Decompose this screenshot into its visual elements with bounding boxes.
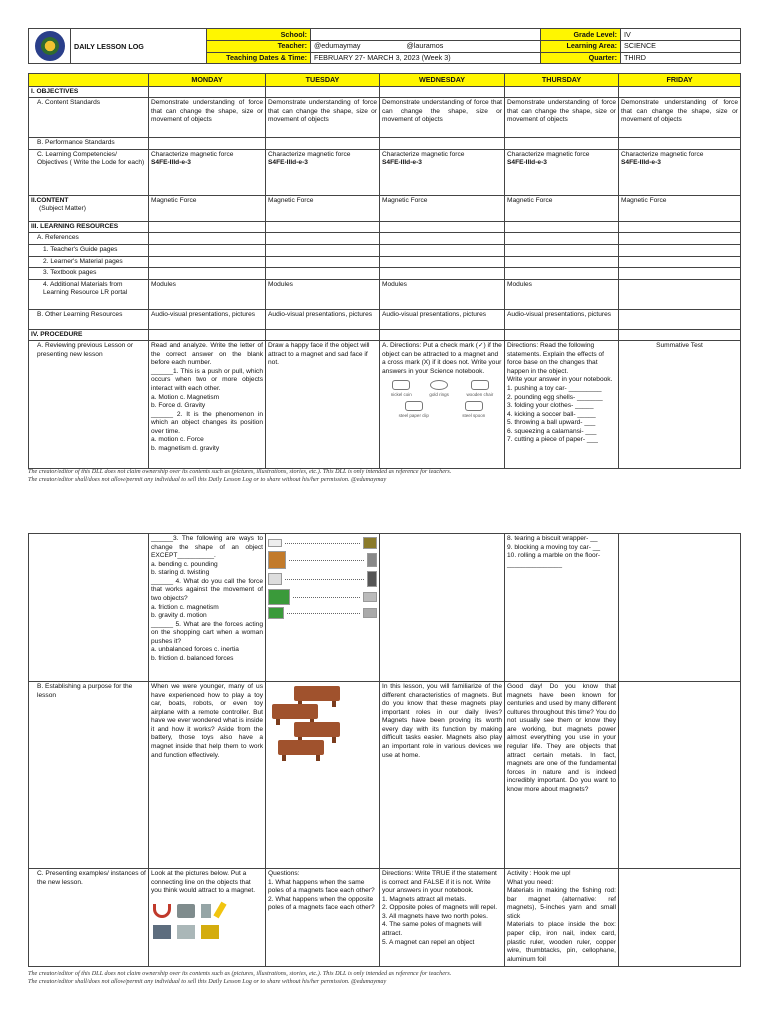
review-thu: Directions: Read the following statements. Explain the effects of force base on the changes that happen in the object. Write your answer in your notebook. 1. pushing a toy car- _________ 2. pounding egg shells- _______ 3. folding your clothes- _____ 4. kicking a soccer ball- _____ 5. throwing a ball upward- ___ 6. squeezing a calamansi- ___ 7. cutting a piece of paper- ___ xyxy=(505,341,619,469)
competency-thu: Characterize magnetic force S4FE-IIId-e-3 xyxy=(505,149,619,195)
subject-thu: Magnetic Force xyxy=(505,195,619,221)
teacher-b: @lauramos xyxy=(406,41,444,51)
day-friday: FRIDAY xyxy=(619,74,741,86)
paper-clip-icon xyxy=(405,401,423,411)
review-tue: Draw a happy face if the object will attract to a magnet and sad face if not. xyxy=(266,341,380,469)
content-standard-tue: Demonstrate understanding of force that can change the shape, size or movement of objects xyxy=(266,98,380,138)
objectives-label: I. OBJECTIVES xyxy=(29,86,149,98)
gold-rings-item: gold rings xyxy=(429,380,449,398)
av-thu: Audio-visual presentations, pictures xyxy=(505,309,619,329)
horseshoe-magnet-icon xyxy=(153,904,171,918)
purpose-mon: When we were younger, many of us have experienced how to play a toy car, boats, robots, or even toy airplane with a remote controller. But have we ever wondered what is inside it and how it works? Aside from the battery, those toys also have a magnet inside that help them to work and function effectively. xyxy=(149,682,266,869)
corner-cell xyxy=(29,74,149,86)
content-label: II.CONTENT (Subject Matter) xyxy=(29,195,149,221)
content-standard-thu: Demonstrate understanding of force that can change the shape, size or movement of objects xyxy=(505,98,619,138)
school-label: School: xyxy=(207,29,311,41)
object-icon xyxy=(367,553,377,567)
competencies-label: C. Learning Competencies/ Objectives ( Write the Lode for each) xyxy=(29,149,149,195)
procedure-label: IV. PROCEDURE xyxy=(29,329,149,341)
review-wed: A. Directions: Put a check mark (✓) if the object can be attracted to a magnet and a cross mark (X) if it does not. Write your answers in your Science notebook. nickel coin gold rings wooden chair steel paper clip steel spoon xyxy=(380,341,505,469)
purpose-fri xyxy=(619,682,741,869)
reviewing-label: A. Reviewing previous Lesson or presenting new lesson xyxy=(29,341,149,469)
sock-icon xyxy=(201,904,211,918)
deped-seal-icon xyxy=(35,31,65,61)
object-icon xyxy=(268,589,290,605)
content-standard-fri: Demonstrate understanding of force that can change the shape, size or movement of objects xyxy=(619,98,741,138)
teacher-a: @edumaymay xyxy=(314,41,361,51)
content-standard-wed: Demonstrate understanding of force that can change the shape, size or movement of objects xyxy=(380,98,505,138)
purpose-tue-worksheet xyxy=(266,682,380,869)
reviewing-cont-label xyxy=(29,534,149,682)
content-standard-mon: Demonstrate understanding of force that can change the shape, size or movement of objects xyxy=(149,98,266,138)
present-wed: Directions: Write TRUE if the statement is correct and FALSE if it is not. Write your answers in your notebook. 1. Magnets attract all metals. 2. Opposite poles of magnets will repel. 3. All magnets have two north poles. 4. The same poles of magnets will attract. 5. A magnet can repel an object xyxy=(380,869,505,967)
quarter-label: Quarter: xyxy=(541,52,621,64)
present-tue: Questions: 1. What happens when the same poles of a magnets face each other? 2. What happens when the opposite poles of a magnets face each other? xyxy=(266,869,380,967)
av-mon: Audio-visual presentations, pictures xyxy=(149,309,266,329)
deped-seal xyxy=(29,29,71,64)
other-resources-label: B. Other Learning Resources xyxy=(29,309,149,329)
present-thu: Activity : Hook me up! What you need: Materials in making the fishing rod: bar magnet (alternative: ref magnets), 5-inches yarn and small stick Materials to place inside the box: paper clip, iron nail, index card, plastic ruler, wooden ruler, copper wire, thumbtacks, pin, cellophane, aluminum foil xyxy=(505,869,619,967)
subject-tue: Magnetic Force xyxy=(266,195,380,221)
quarter-value: THIRD xyxy=(621,52,741,64)
av-wed: Audio-visual presentations, pictures xyxy=(380,309,505,329)
table-icon xyxy=(272,704,318,719)
review-fri: Summative Test xyxy=(619,341,741,469)
teacher-label: Teacher: xyxy=(207,40,311,52)
screw-icon xyxy=(201,925,219,939)
area-label: Learning Area: xyxy=(541,40,621,52)
review-wed-cont xyxy=(380,534,505,682)
purpose-wed: In this lesson, you will familiarize of the different characteristics of magnets. But do you know that these magnets play important roles in our daily lives? Magnets have been proving its worth every day with its function by making difficult tasks easier. Magnets also play an important role in various devices we use at home. xyxy=(380,682,505,869)
table-icon xyxy=(278,740,324,755)
subject-mon: Magnetic Force xyxy=(149,195,266,221)
object-icon xyxy=(363,608,377,618)
day-wednesday: WEDNESDAY xyxy=(380,74,505,86)
gloves-icon xyxy=(177,904,195,918)
pencil-icon xyxy=(213,901,226,918)
av-tue: Audio-visual presentations, pictures xyxy=(266,309,380,329)
competency-mon: Characterize magnetic force S4FE-IIId-e-3 xyxy=(149,149,266,195)
object-icon xyxy=(268,539,282,547)
presenting-label: C. Presenting examples/ instances of the new lesson. xyxy=(29,869,149,967)
dates-label: Teaching Dates & Time: xyxy=(207,52,311,64)
object-icon xyxy=(268,607,284,619)
present-fri xyxy=(619,869,741,967)
object-icon xyxy=(363,537,377,549)
review-thu-cont: 8. tearing a biscuit wrapper- __ 9. blocking a moving toy car- __ 10. rolling a marble on the floor- _______________ xyxy=(505,534,619,682)
competency-tue: Characterize magnetic force S4FE-IIId-e-3 xyxy=(266,149,380,195)
competency-fri: Characterize magnetic force S4FE-IIId-e-3 xyxy=(619,149,741,195)
tg-label: 1. Teacher's Guide pages xyxy=(29,244,149,256)
purpose-thu: Good day! Do you know that magnets have been known for centuries and used by many different cultures throughout this time? You do not usually see them or know they are working, but magnets power almost everything you use in your regular life. They are objects that attract certain metals. In fact, magnets are one of the fundamental forces in nature and is indeed incredibly important. Do you want to know more about magnets? xyxy=(505,682,619,869)
footer-line1: The creator/editor of this DLL does not claim ownership over its contents such as (pictures, illustrations, stories, etc.). This DLL is only intended as reference for teachers. xyxy=(28,468,452,475)
textbook-label: 3. Textbook pages xyxy=(29,268,149,280)
subject-fri: Magnetic Force xyxy=(619,195,741,221)
steel-spoon-icon xyxy=(465,401,483,411)
school-value xyxy=(311,29,541,41)
steel-spoon-item: steel spoon xyxy=(462,401,485,419)
modules-tue: Modules xyxy=(266,279,380,309)
lm-label: 2. Learner's Material pages xyxy=(29,256,149,268)
wooden-chair-item: wooden chair xyxy=(466,380,493,398)
nickel-coin-icon xyxy=(392,380,410,390)
lesson-table-page1 xyxy=(28,73,741,469)
page-1 xyxy=(28,28,740,469)
paper-clip-item: steel paper clip xyxy=(399,401,429,419)
document-title: DAILY LESSON LOG xyxy=(71,29,207,64)
day-thursday: THURSDAY xyxy=(505,74,619,86)
object-icon xyxy=(268,573,282,585)
footer-page2 xyxy=(28,970,740,987)
object-icon xyxy=(363,592,377,602)
footer-line1: The creator/editor of this DLL does not claim ownership over its contents such as (pictures, illustrations, stories, etc.). This DLL is only intended as reference for teachers. xyxy=(28,970,452,977)
scissors-icon xyxy=(153,925,171,939)
resources-label: III. LEARNING RESOURCES xyxy=(29,221,149,233)
footer-page1 xyxy=(28,468,740,485)
modules-wed: Modules xyxy=(380,279,505,309)
grade-label: Grade Level: xyxy=(541,29,621,41)
header-table xyxy=(28,28,741,64)
day-monday: MONDAY xyxy=(149,74,266,86)
modules-mon: Modules xyxy=(149,279,266,309)
modules-thu: Modules xyxy=(505,279,619,309)
dates-value: FEBRUARY 27- MARCH 3, 2023 (Week 3) xyxy=(311,52,541,64)
references-label: A. References xyxy=(29,233,149,245)
content-standards-label: A. Content Standards xyxy=(29,98,149,138)
table-icon xyxy=(294,686,340,701)
object-icon xyxy=(268,551,286,569)
review-tue-pictures xyxy=(266,534,380,682)
day-tuesday: TUESDAY xyxy=(266,74,380,86)
nickel-coin-item: nickel coin xyxy=(391,380,412,398)
teacher-value xyxy=(311,40,541,52)
establishing-label: B. Establishing a purpose for the lesson xyxy=(29,682,149,869)
footer-line2: The creator/editor shall/does not allow/permit any individual to sell this Daily Lesson Log or to share without his/her permission. @edumaymay xyxy=(28,978,387,986)
review-mon-cont: ______3. The following are ways to change the shape of an object EXCEPT__________. a. bending c. pounding b. staring d. twisting ______ 4. What do you call the force that works against the movement of two objects? a. friction c. magnetism b. gravity d. motion ______ 5. What are the forces acting on the shopping cart when a woman pushes it? a. unbalanced forces c. inertia b. friction d. balanced forces xyxy=(149,534,266,682)
object-icon xyxy=(367,571,377,587)
area-value: SCIENCE xyxy=(621,40,741,52)
footer-line2: The creator/editor shall/does not allow/permit any individual to sell this Daily Lesson Log or to share without his/her permission. @edumaymay xyxy=(28,476,387,484)
review-fri-cont xyxy=(619,534,741,682)
competency-wed: Characterize magnetic force S4FE-IIId-e-3 xyxy=(380,149,505,195)
present-mon: Look at the pictures below. Put a connecting line on the objects that you think would attract to a magnet. xyxy=(149,869,266,967)
grade-value: IV xyxy=(621,29,741,41)
gold-rings-icon xyxy=(430,380,448,390)
table-icon xyxy=(294,722,340,737)
review-mon: Read and analyze. Write the letter of the correct answer on the blank before each number. ______1. This is a push or pull, which occurs when two or more objects interact with each other. a. Motion c. Magnetism b. Force d. Gravity ______ 2. It is the phenomenon in which an object changes its position over time. a. motion c. Force b. magnetism d. gravity xyxy=(149,341,266,469)
key-icon xyxy=(177,925,195,939)
lesson-table-page2 xyxy=(28,533,741,967)
performance-standards-label: B. Performance Standards xyxy=(29,138,149,150)
additional-label: 4. Additional Materials from Learning Resource LR portal xyxy=(29,279,149,309)
wooden-chair-icon xyxy=(471,380,489,390)
page-2 xyxy=(28,533,740,967)
subject-wed: Magnetic Force xyxy=(380,195,505,221)
